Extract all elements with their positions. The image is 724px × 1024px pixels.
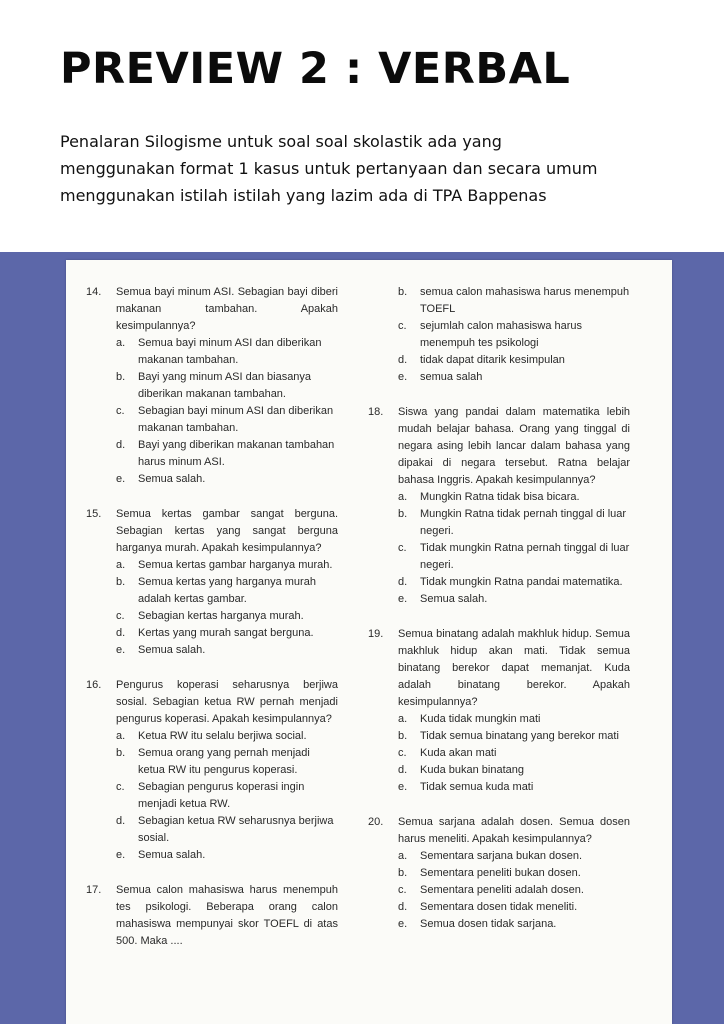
option-letter: b. <box>398 508 408 520</box>
question-number: 14. <box>86 286 102 298</box>
option-letter: a. <box>398 713 408 725</box>
option-text: Tidak mungkin Ratna pernah tinggal di luar negeri. <box>420 542 630 571</box>
question-stem: Semua calon mahasiswa harus menempuh tes psikologi. Beberapa orang calon mahasiswa mempunyai skor TOEFL di atas 500. Maka .... <box>116 884 338 947</box>
option-text: Sementara peneliti bukan dosen. <box>420 867 581 879</box>
option <box>368 352 630 369</box>
option-text: Semua orang yang pernah menjadi ketua RW itu pengurus koperasi. <box>138 747 310 776</box>
option-text: Kuda bukan binatang <box>420 764 524 776</box>
option <box>368 574 630 591</box>
question-stem: Semua binatang adalah makhluk hidup. Semua makhluk hidup akan mati. Tidak semua binatang berekor dapat memanjat. Kuda adalah binatang berekor. Apakah kesimpulannya? <box>398 628 630 708</box>
option-letter: c. <box>116 781 125 793</box>
option-text: Sebagian kertas harganya murah. <box>138 610 304 622</box>
question-stem: Semua bayi minum ASI. Sebagian bayi diberi makanan tambahan. Apakah kesimpulannya? <box>116 286 338 332</box>
option-text: Tidak semua binatang yang berekor mati <box>420 730 619 742</box>
option-text: Mungkin Ratna tidak pernah tinggal di luar negeri. <box>420 508 627 537</box>
option-text: Ketua RW itu selalu berjiwa social. <box>138 730 307 742</box>
option <box>86 403 338 437</box>
option-text: Kuda tidak mungkin mati <box>420 713 541 725</box>
question-stem: Semua kertas gambar sangat berguna. Sebagian kertas yang sangat berguna harganya murah. Apakah kesimpulannya? <box>116 508 338 554</box>
question-stem: Siswa yang pandai dalam matematika lebih mudah belajar bahasa. Orang yang tinggal di negara asing lebih lancar dalam bahasa yang dipakai di negara tersebut. Ratna belajar bahasa Inggris. Apakah kesimpulannya? <box>398 406 630 486</box>
option <box>368 540 630 574</box>
option-text: semua salah <box>420 371 483 383</box>
option-letter: b. <box>116 747 126 759</box>
question-17 <box>86 882 338 950</box>
question-stem: Semua sarjana adalah dosen. Semua dosen harus meneliti. Apakah kesimpulannya? <box>398 816 630 845</box>
question-number: 16. <box>86 679 102 691</box>
option <box>86 557 338 574</box>
option-letter: c. <box>116 610 125 622</box>
option-letter: c. <box>398 747 407 759</box>
option <box>368 899 630 916</box>
option-letter: b. <box>398 286 408 298</box>
option-text: Mungkin Ratna tidak bisa bicara. <box>420 491 580 503</box>
option-text: Semua bayi minum ASI dan diberikan makanan tambahan. <box>138 337 322 366</box>
option-letter: e. <box>116 644 126 656</box>
option-text: Kertas yang murah sangat berguna. <box>138 627 314 639</box>
option <box>368 284 630 318</box>
option-letter: c. <box>398 542 407 554</box>
question-number: 18. <box>368 406 384 418</box>
option-letter: d. <box>116 627 126 639</box>
option-letter: a. <box>116 730 126 742</box>
question-stem: Pengurus koperasi seharusnya berjiwa sosial. Sebagian ketua RW pernah menjadi pengurus koperasi. Apakah kesimpulannya? <box>116 679 338 725</box>
option-letter: d. <box>398 764 408 776</box>
option-text: Semua salah. <box>138 644 206 656</box>
question-20 <box>368 814 630 933</box>
page-title: PREVIEW 2 : VERBAL <box>60 44 571 94</box>
option-letter: b. <box>116 371 126 383</box>
option <box>368 369 630 386</box>
question-15 <box>86 506 338 659</box>
option <box>368 728 630 745</box>
option <box>86 625 338 642</box>
option <box>86 335 338 369</box>
option <box>86 471 338 488</box>
option-letter: e. <box>116 473 126 485</box>
option-letter: a. <box>398 850 408 862</box>
option-letter: c. <box>398 320 407 332</box>
option <box>86 847 338 864</box>
question-17-options <box>368 284 630 386</box>
question-19 <box>368 626 630 796</box>
option-text: Bayi yang diberikan makanan tambahan harus minum ASI. <box>138 439 335 468</box>
option-text: Sebagian ketua RW seharusnya berjiwa sosial. <box>138 815 334 844</box>
option-letter: b. <box>398 730 408 742</box>
option <box>86 779 338 813</box>
option <box>368 489 630 506</box>
option-letter: c. <box>116 405 125 417</box>
subtitle-line: menggunakan format 1 kasus untuk pertanyaan dan secara umum <box>60 159 598 178</box>
option-letter: b. <box>116 576 126 588</box>
header <box>0 0 724 252</box>
question-16 <box>86 677 338 864</box>
option-text: Tidak mungkin Ratna pandai matematika. <box>420 576 623 588</box>
option-text: Semua kertas gambar harganya murah. <box>138 559 333 571</box>
option-text: Bayi yang minum ASI dan biasanya diberikan makanan tambahan. <box>138 371 312 400</box>
exam-sheet <box>66 260 672 1024</box>
option <box>86 813 338 847</box>
option <box>368 506 630 540</box>
option-text: Semua salah. <box>138 473 206 485</box>
option-text: Kuda akan mati <box>420 747 497 759</box>
subtitle-line: menggunakan istilah istilah yang lazim ada di TPA Bappenas <box>60 186 547 205</box>
question-number: 20. <box>368 816 384 828</box>
option <box>86 642 338 659</box>
page-subtitle <box>60 128 724 209</box>
option <box>368 848 630 865</box>
option-text: tidak dapat ditarik kesimpulan <box>420 354 565 366</box>
option <box>368 882 630 899</box>
option <box>368 779 630 796</box>
option <box>368 916 630 933</box>
option-letter: d. <box>116 439 126 451</box>
option <box>86 574 338 608</box>
right-column <box>368 284 630 933</box>
option <box>86 437 338 471</box>
option <box>368 762 630 779</box>
option-text: semua calon mahasiswa harus menempuh TOEFL <box>420 286 630 315</box>
question-number: 15. <box>86 508 102 520</box>
option-text: sejumlah calon mahasiswa harus menempuh tes psikologi <box>420 320 583 349</box>
option <box>368 318 630 352</box>
question-14 <box>86 284 338 488</box>
option-letter: e. <box>398 918 408 930</box>
option-letter: d. <box>398 901 408 913</box>
option-text: Sementara sarjana bukan dosen. <box>420 850 583 862</box>
subtitle-line: Penalaran Silogisme untuk soal soal skolastik ada yang <box>60 132 502 151</box>
left-column <box>86 284 338 950</box>
option-letter: a. <box>116 337 126 349</box>
option-text: Sebagian pengurus koperasi ingin menjadi ketua RW. <box>138 781 305 810</box>
option <box>86 608 338 625</box>
question-number: 17. <box>86 884 102 896</box>
option <box>86 728 338 745</box>
option-letter: e. <box>398 781 408 793</box>
option <box>86 369 338 403</box>
option-letter: a. <box>398 491 408 503</box>
option-text: Sementara dosen tidak meneliti. <box>420 901 578 913</box>
option <box>368 745 630 762</box>
option-letter: e. <box>398 593 408 605</box>
question-number: 19. <box>368 628 384 640</box>
option-text: Semua salah. <box>138 849 206 861</box>
option-text: Sebagian bayi minum ASI dan diberikan makanan tambahan. <box>138 405 334 434</box>
option-letter: e. <box>116 849 126 861</box>
option-letter: b. <box>398 867 408 879</box>
option-letter: e. <box>398 371 408 383</box>
question-18 <box>368 404 630 608</box>
option-text: Semua kertas yang harganya murah adalah kertas gambar. <box>138 576 316 605</box>
option-text: Semua salah. <box>420 593 488 605</box>
option-letter: c. <box>398 884 407 896</box>
option-letter: d. <box>398 576 408 588</box>
option-letter: a. <box>116 559 126 571</box>
option-letter: d. <box>398 354 408 366</box>
option <box>368 591 630 608</box>
option <box>368 711 630 728</box>
option <box>368 865 630 882</box>
option-text: Tidak semua kuda mati <box>420 781 534 793</box>
option <box>86 745 338 779</box>
option-letter: d. <box>116 815 126 827</box>
option-text: Sementara peneliti adalah dosen. <box>420 884 584 896</box>
option-text: Semua dosen tidak sarjana. <box>420 918 557 930</box>
